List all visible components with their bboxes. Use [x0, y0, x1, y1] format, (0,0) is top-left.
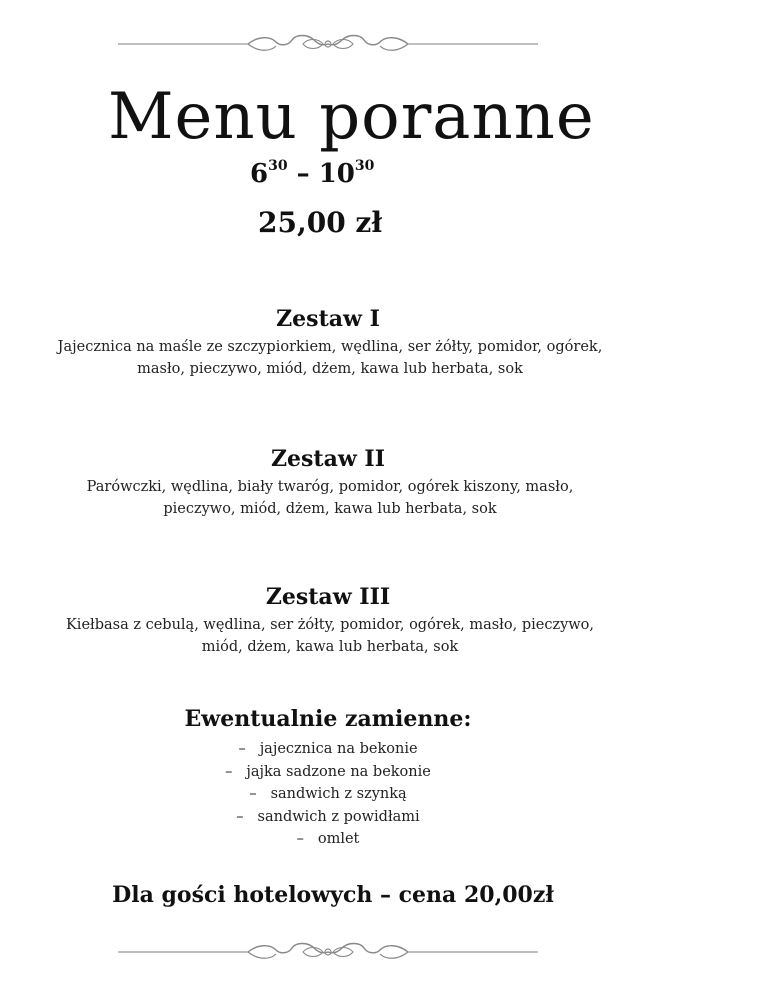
alternatives-list [100, 738, 556, 851]
list-item: – omlet [296, 831, 360, 847]
page-title: Menu poranne [108, 80, 595, 154]
list-item: – jajecznica na bekonie [238, 741, 418, 757]
set-2-line-2: pieczywo, miód, dżem, kawa lub herbata, sok [163, 501, 497, 517]
hours-separator: – [296, 159, 310, 189]
hours-end: 10 [318, 159, 355, 189]
set-2-description [20, 476, 640, 520]
set-3-description [20, 614, 640, 658]
hours-start: 6 [250, 159, 269, 189]
list-item: – sandwich z szynką [249, 786, 407, 802]
list-item: – jajka sadzone na bekonie [225, 763, 431, 780]
set-3-line-1: Kiełbasa z cebulą, wędlina, ser żółty, pomidor, ogórek, masło, pieczywo, [65, 617, 595, 633]
hours-start-minutes: 30 [268, 158, 288, 174]
ornament-divider-icon [118, 940, 538, 964]
set-3-line-2: miód, dżem, kawa lub herbata, sok [201, 639, 459, 655]
hotel-guest-price: Dla gości hotelowych – cena 20,00zł [112, 882, 554, 908]
set-1-line-1: Jajecznica na maśle ze szczypiorkiem, wędlina, ser żółty, pomidor, ogórek, [57, 339, 603, 355]
opening-hours [250, 158, 450, 189]
hours-end-minutes: 30 [354, 158, 375, 174]
set-1-description [20, 336, 640, 380]
alternatives-title: Ewentualnie zamienne: [184, 706, 472, 732]
set-3-title: Zestaw III [265, 584, 391, 610]
set-1-line-2: masło, pieczywo, miód, dżem, kawa lub herbata, sok [137, 361, 523, 377]
set-2-title: Zestaw II [270, 446, 386, 472]
set-2-line-1: Parówczki, wędlina, biały twaróg, pomidor, ogórek kiszony, masło, [86, 479, 574, 495]
menu-price: 25,00 zł [258, 206, 383, 239]
set-1-title: Zestaw I [276, 306, 380, 332]
list-item: – sandwich z powidłami [236, 808, 420, 825]
ornament-divider-icon [118, 32, 538, 56]
